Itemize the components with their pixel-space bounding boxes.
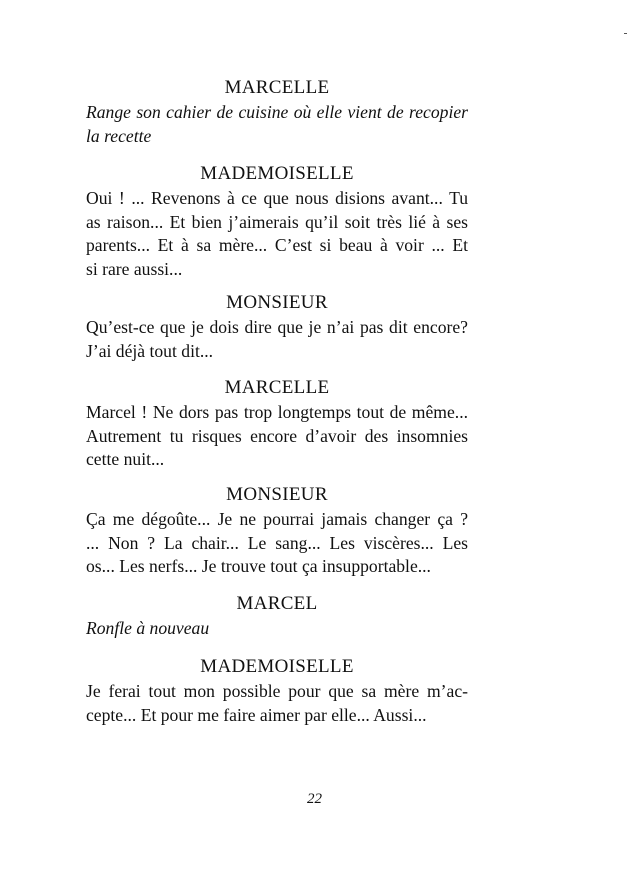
dialogue-block-marcelle xyxy=(86,77,468,148)
speaker-name: MONSIEUR xyxy=(226,292,328,313)
dialogue-line: Autrement tu risques encore d’avoir des insomnies xyxy=(86,425,468,446)
stage-direction-line: la recette xyxy=(86,125,152,146)
dialogue-block-marcel xyxy=(86,593,468,641)
dialogue-line: Qu’est-ce que je dois dire que je n’ai pas dit encore? xyxy=(86,317,468,337)
stage-direction-line: Range son cahier de cuisine où elle vient de recopier xyxy=(86,102,468,122)
dialogue-line: Marcel ! Ne dors pas trop longtemps tout de même... xyxy=(86,402,468,422)
speaker-name: MARCELLE xyxy=(224,377,330,398)
dialogue-block-mademoiselle xyxy=(86,656,468,727)
dialogue-line: cette nuit... xyxy=(86,449,165,469)
dialogue-line: J’ai déjà tout dit... xyxy=(86,340,214,361)
dialogue-line: as raison... Et bien j’aimerais qu’il soit très lié à ses xyxy=(86,211,468,232)
speaker-name: MADEMOISELLE xyxy=(200,163,354,184)
dialogue-line: parents... Et à sa mère... C’est si beau à voir ... Et xyxy=(86,235,468,255)
speaker-name: MADEMOISELLE xyxy=(200,656,354,677)
scan-edge-mark xyxy=(624,33,627,34)
page-number: 22 xyxy=(307,791,322,807)
speaker-name: MONSIEUR xyxy=(226,484,328,505)
speaker-name: MARCELLE xyxy=(224,77,330,98)
dialogue-block-monsieur xyxy=(86,292,468,363)
dialogue-line: Ça me dégoûte... Je ne pourrai jamais changer ça ? xyxy=(86,509,468,529)
dialogue-line: os... Les nerfs... Je trouve tout ça insupportable... xyxy=(86,556,431,576)
dialogue-line: si rare aussi... xyxy=(86,258,183,279)
stage-direction-line: Ronfle à nouveau xyxy=(86,618,210,638)
dialogue-block-mademoiselle xyxy=(86,163,468,281)
dialogue-line: Oui ! ... Revenons à ce que nous disions avant... Tu xyxy=(86,188,468,208)
dialogue-line: cepte... Et pour me faire aimer par elle... Aussi... xyxy=(86,704,427,725)
dialogue-line: ... Non ? La chair... Le sang... Les viscères... Les xyxy=(86,532,468,553)
dialogue-block-monsieur xyxy=(86,484,468,579)
dialogue-line: Je ferai tout mon possible pour que sa mère m’ac- xyxy=(86,681,468,701)
speaker-name: MARCEL xyxy=(236,593,318,614)
dialogue-block-marcelle xyxy=(86,377,468,472)
